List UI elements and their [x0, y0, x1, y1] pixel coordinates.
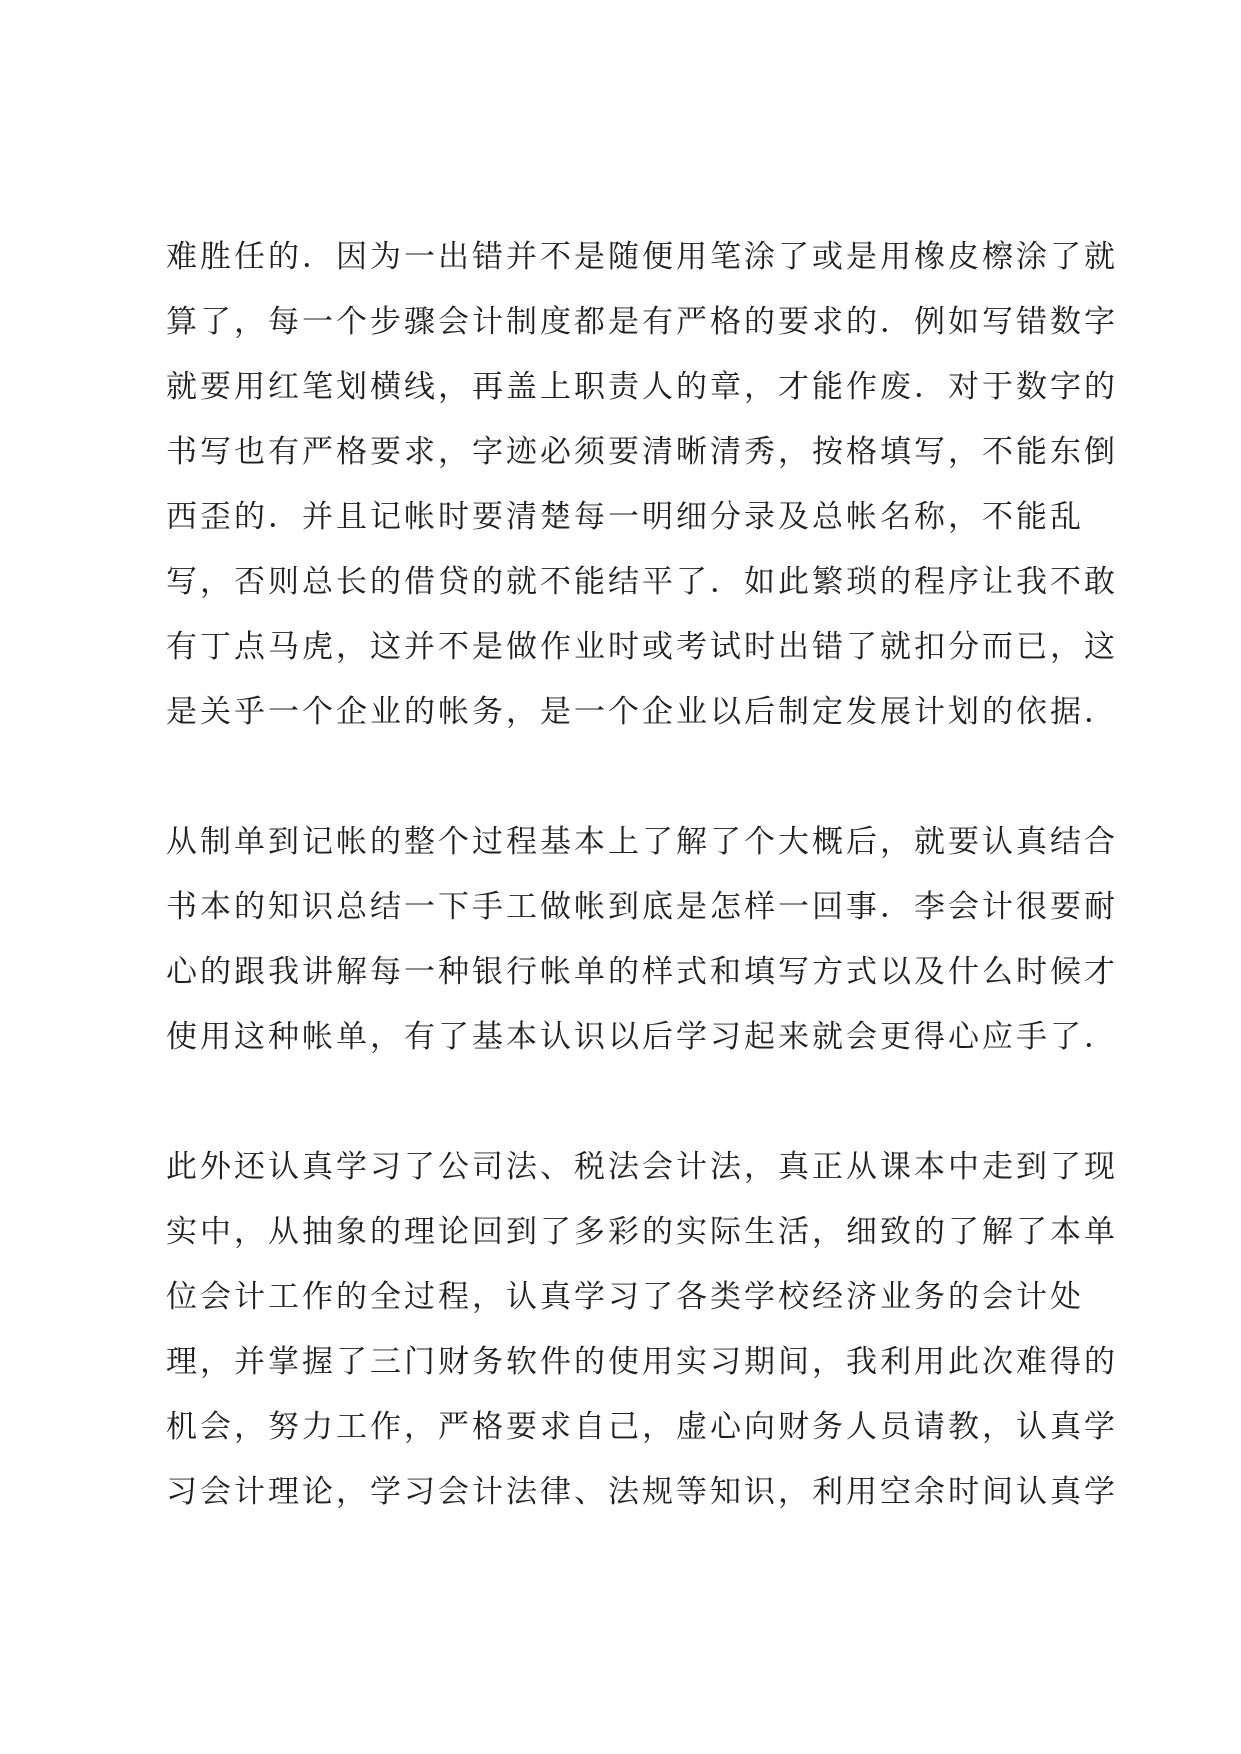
paragraph-1 — [166, 225, 1118, 745]
text-line: 是关乎一个企业的帐务，是一个企业以后制定发展计划的依据． — [166, 694, 1118, 730]
text-line: 西歪的．并且记帐时要清楚每一明细分录及总帐名称，不能乱 — [166, 499, 1084, 535]
text-line: 有丁点马虎，这并不是做作业时或考试时出错了就扣分而已，这 — [166, 629, 1118, 665]
text-line: 实中，从抽象的理论回到了多彩的实际生活，细致的了解了本单 — [166, 1214, 1118, 1250]
text-line: 使用这种帐单，有了基本认识以后学习起来就会更得心应手了． — [166, 1019, 1118, 1055]
text-line: 心的跟我讲解每一种银行帐单的样式和填写方式以及什么时候才 — [166, 954, 1118, 990]
text-line: 此外还认真学习了公司法、税法会计法，真正从课本中走到了现 — [166, 1149, 1118, 1185]
text-line: 书本的知识总结一下手工做帐到底是怎样一回事．李会计很要耐 — [166, 889, 1118, 925]
text-line: 难胜任的．因为一出错并不是随便用笔涂了或是用橡皮檫涂了就 — [166, 239, 1118, 275]
text-line: 位会计工作的全过程，认真学习了各类学校经济业务的会计处 — [166, 1279, 1084, 1315]
paragraph-3 — [166, 1135, 1118, 1525]
text-line: 理，并掌握了三门财务软件的使用实习期间，我利用此次难得的 — [166, 1344, 1118, 1380]
document-body — [166, 225, 1118, 1590]
paragraph-2 — [166, 810, 1118, 1070]
text-line: 从制单到记帐的整个过程基本上了解了个大概后，就要认真结合 — [166, 824, 1118, 860]
text-line: 写，否则总长的借贷的就不能结平了．如此繁琐的程序让我不敢 — [166, 564, 1118, 600]
text-line: 算了，每一个步骤会计制度都是有严格的要求的．例如写错数字 — [166, 304, 1118, 340]
text-line: 习会计理论，学习会计法律、法规等知识，利用空余时间认真学 — [166, 1474, 1118, 1510]
text-line: 书写也有严格要求，字迹必须要清晰清秀，按格填写，不能东倒 — [166, 434, 1118, 470]
text-line: 机会，努力工作，严格要求自己，虚心向财务人员请教，认真学 — [166, 1409, 1118, 1445]
text-line: 就要用红笔划横线，再盖上职责人的章，才能作废．对于数字的 — [166, 369, 1118, 405]
